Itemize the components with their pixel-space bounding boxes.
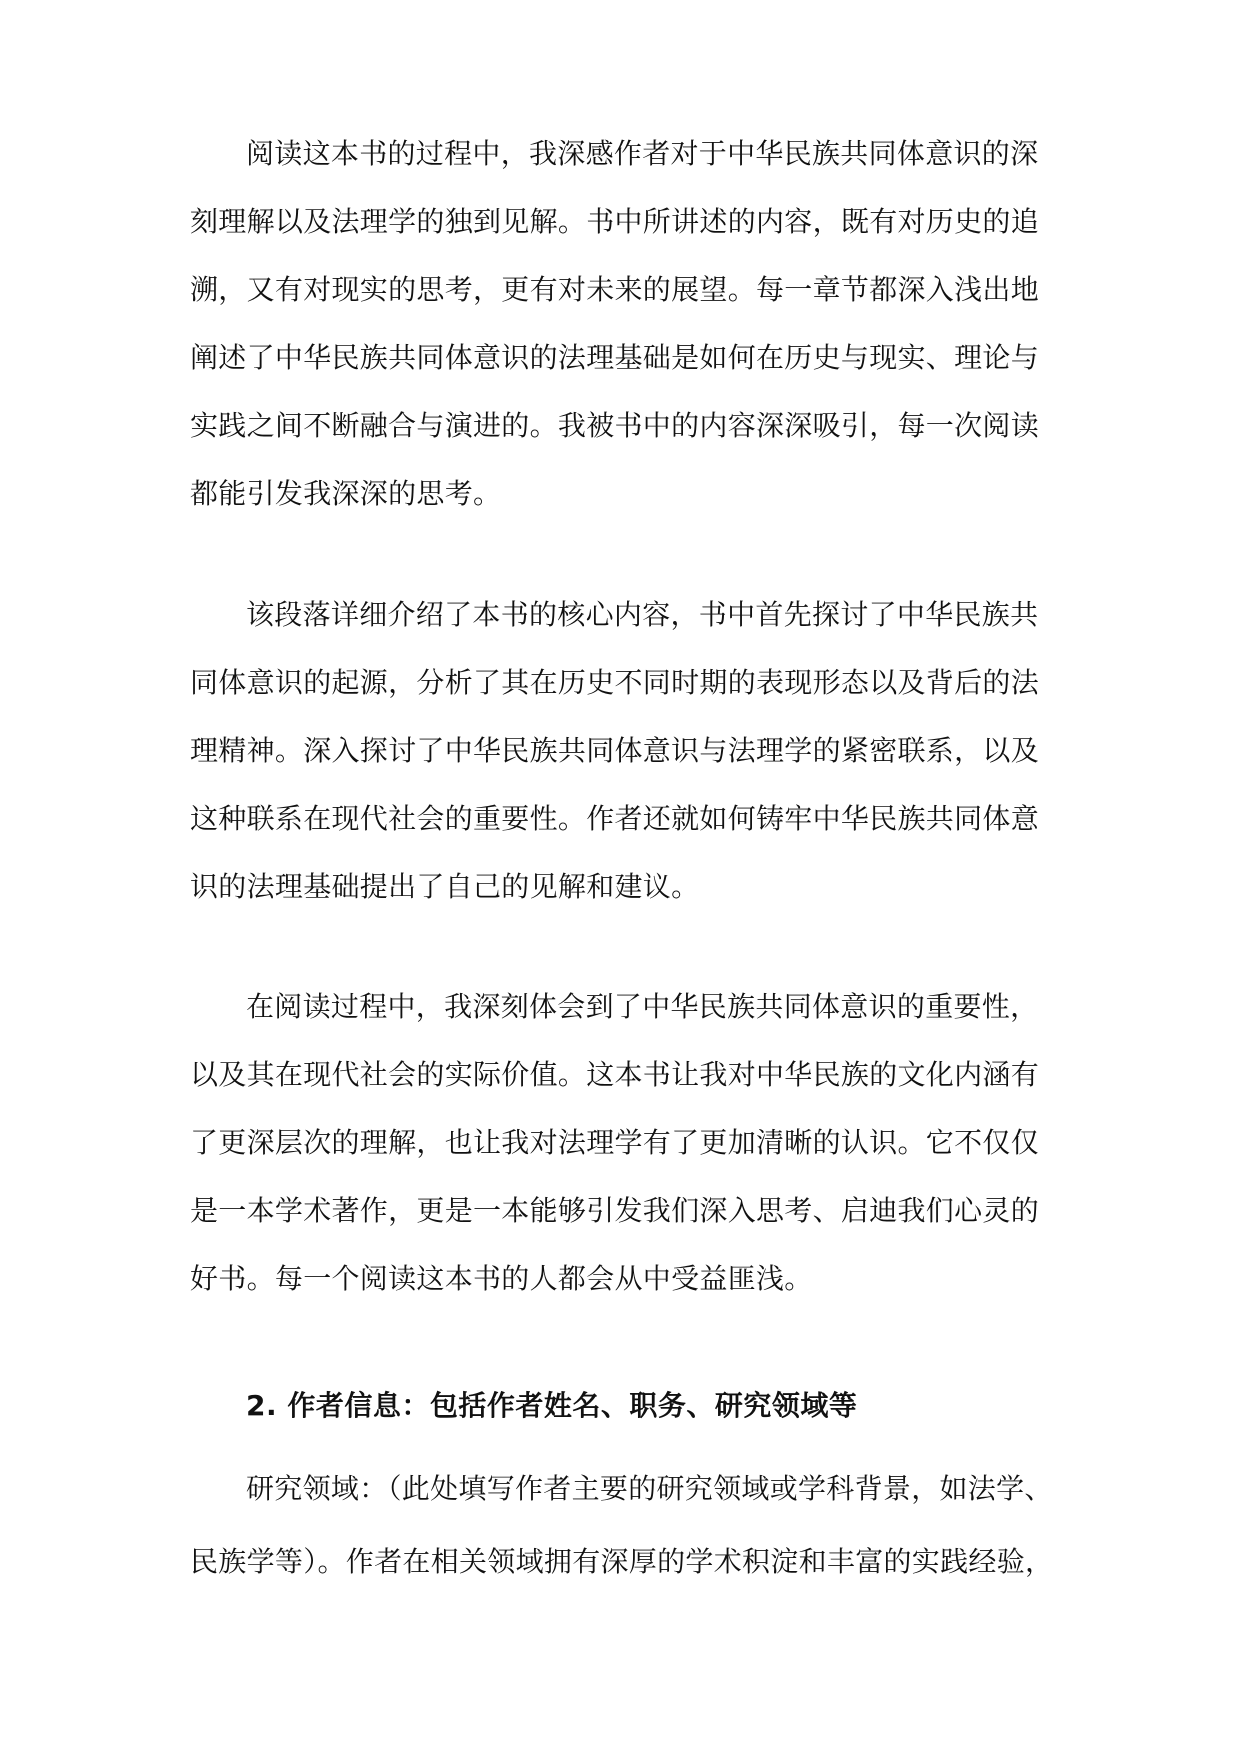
- paragraph-3-text: 了更深层次的理解，也让我对法理学有了更加清晰的认识。它不仅仅: [190, 1126, 1040, 1159]
- paragraph-3-line: [0, 1115, 1241, 1171]
- paragraph-1-text: 溯，又有对现实的思考，更有对未来的展望。每一章节都深入浅出地: [190, 273, 1040, 306]
- paragraph-1-line: [0, 262, 1241, 318]
- paragraph-1-line: [0, 466, 1241, 522]
- paragraph-1-line: [0, 126, 1241, 182]
- paragraph-4-text: 研究领域：（此处填写作者主要的研究领域或学科背景，如法学、: [246, 1472, 1053, 1505]
- paragraph-1-text: 阐述了中华民族共同体意识的法理基础是如何在历史与现实、理论与: [190, 341, 1040, 374]
- paragraph-1-text: 阅读这本书的过程中，我深感作者对于中华民族共同体意识的深: [246, 137, 1039, 170]
- paragraph-1-text: 刻理解以及法理学的独到见解。书中所讲述的内容，既有对历史的追: [190, 205, 1040, 238]
- paragraph-2-line: [0, 791, 1241, 847]
- paragraph-1-text: 实践之间不断融合与演进的。我被书中的内容深深吸引，每一次阅读: [190, 409, 1040, 442]
- paragraph-3-line: [0, 1183, 1241, 1239]
- paragraph-1-line: [0, 194, 1241, 250]
- paragraph-4-line: [0, 1461, 1241, 1517]
- paragraph-1-line: [0, 330, 1241, 386]
- paragraph-2-line: [0, 859, 1241, 915]
- paragraph-3-line: [0, 1251, 1241, 1307]
- paragraph-4-line: [0, 1534, 1241, 1590]
- paragraph-1-line: [0, 398, 1241, 454]
- paragraph-3-text: 以及其在现代社会的实际价值。这本书让我对中华民族的文化内涵有: [190, 1058, 1040, 1091]
- paragraph-1-text: 都能引发我深深的思考。: [190, 477, 502, 510]
- paragraph-2-text: 该段落详细介绍了本书的核心内容，书中首先探讨了中华民族共: [246, 598, 1039, 631]
- paragraph-3-text: 好书。每一个阅读这本书的人都会从中受益匪浅。: [190, 1262, 813, 1295]
- paragraph-2-line: [0, 655, 1241, 711]
- paragraph-2-line: [0, 587, 1241, 643]
- paragraph-3-line: [0, 979, 1241, 1035]
- paragraph-3-text: 是一本学术著作，更是一本能够引发我们深入思考、启迪我们心灵的: [190, 1194, 1040, 1227]
- section-heading: [0, 1378, 1241, 1434]
- paragraph-2-text: 理精神。深入探讨了中华民族共同体意识与法理学的紧密联系，以及: [190, 734, 1040, 767]
- paragraph-2-line: [0, 723, 1241, 779]
- paragraph-3-text: 在阅读过程中，我深刻体会到了中华民族共同体意识的重要性，: [246, 990, 1039, 1023]
- paragraph-2-text: 这种联系在现代社会的重要性。作者还就如何铸牢中华民族共同体意: [190, 802, 1040, 835]
- paragraph-2-text: 识的法理基础提出了自己的见解和建议。: [190, 870, 700, 903]
- section-heading-text: 2. 作者信息：包括作者姓名、职务、研究领域等: [246, 1389, 858, 1422]
- paragraph-2-text: 同体意识的起源，分析了其在历史不同时期的表现形态以及背后的法: [190, 666, 1040, 699]
- paragraph-4-text: 民族学等）。作者在相关领域拥有深厚的学术积淀和丰富的实践经验，: [190, 1545, 1054, 1578]
- paragraph-3-line: [0, 1047, 1241, 1103]
